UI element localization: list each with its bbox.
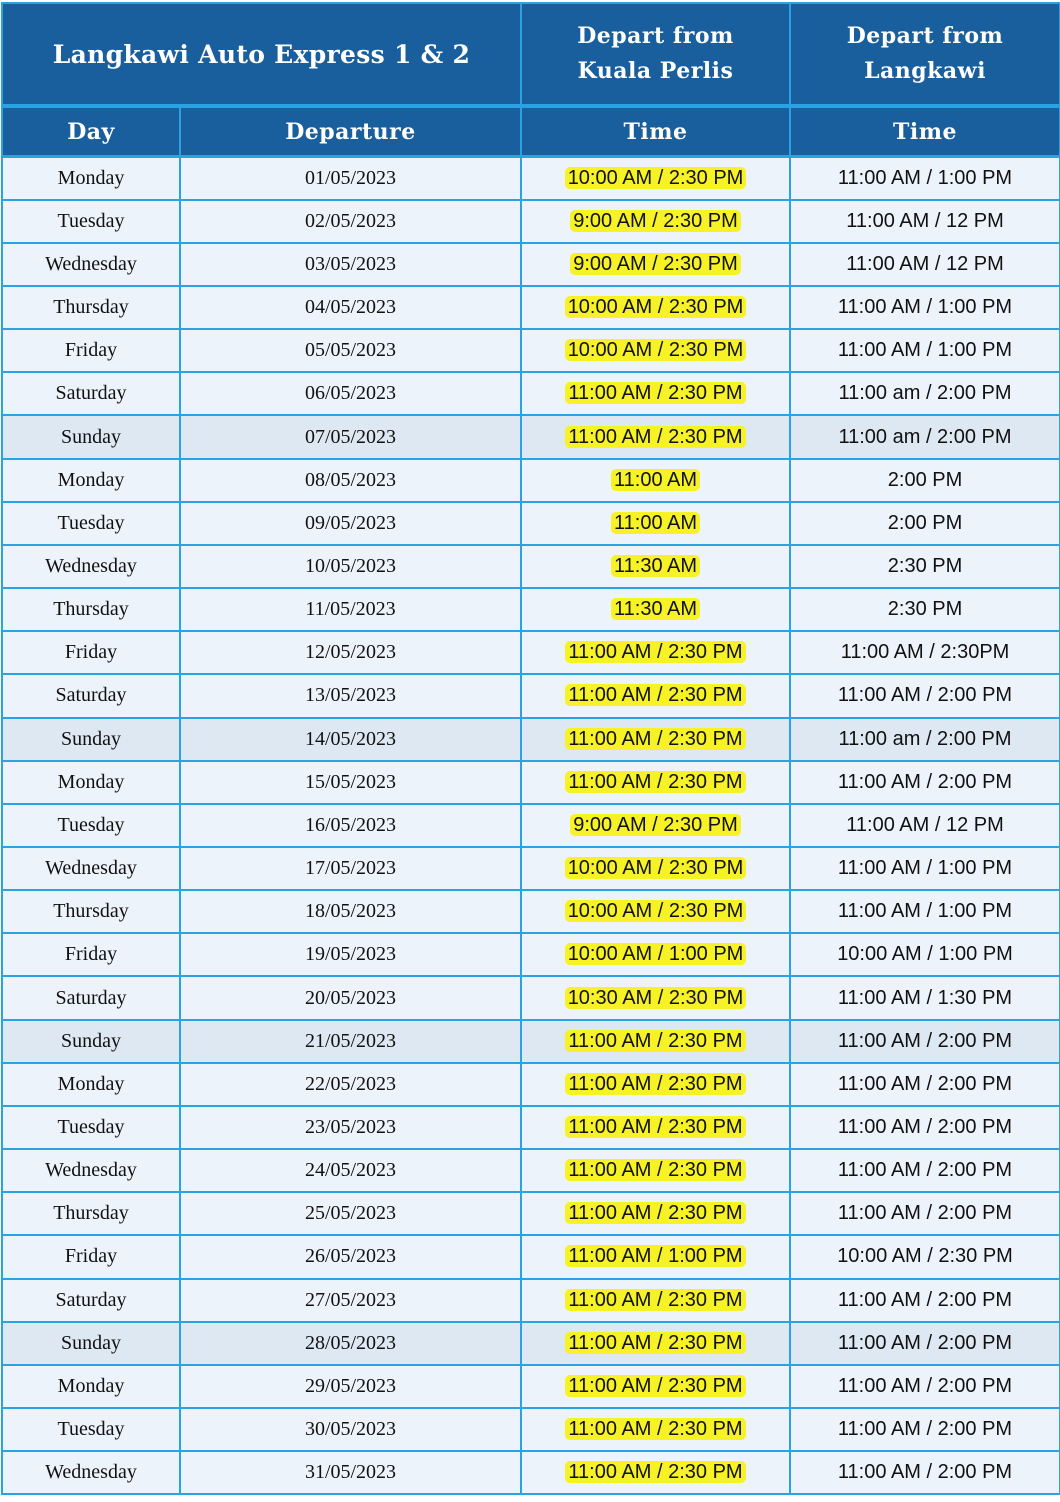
time-langkawi-cell-text: 11:00 AM / 2:30PM (840, 641, 1010, 664)
departure-date-cell (180, 415, 521, 458)
highlighted-time-text: 10:00 AM / 2:30 PM (565, 167, 747, 189)
time-langkawi-cell-text: 11:00 AM / 12 PM (846, 813, 1004, 836)
departure-date-cell (180, 1063, 521, 1106)
table-row (2, 1279, 1060, 1322)
time-kuala-perlis-cell (521, 718, 790, 761)
day-cell (2, 459, 180, 502)
day-cell (2, 588, 180, 631)
departure-date-cell-text: 14/05/2023 (304, 727, 397, 750)
departure-date-cell (180, 329, 521, 372)
day-cell-text: Monday (57, 166, 125, 189)
time-langkawi-cell (790, 1322, 1060, 1365)
highlighted-time-text: 10:30 AM / 2:30 PM (565, 987, 747, 1009)
table-row (2, 1106, 1060, 1149)
highlighted-time-text: 11:00 AM / 2:30 PM (565, 684, 745, 706)
departure-date-cell-text: 12/05/2023 (304, 641, 397, 664)
time-kuala-perlis-cell (521, 1365, 790, 1408)
highlighted-time-text: 11:00 AM / 2:30 PM (565, 1073, 745, 1095)
day-cell-text: Wednesday (45, 1159, 137, 1182)
departure-date-cell (180, 1322, 521, 1365)
time-langkawi-cell (790, 804, 1060, 847)
departure-date-cell (180, 286, 521, 329)
highlighted-time-text: 11:00 AM / 2:30 PM (565, 1159, 745, 1181)
departure-date-cell-text: 16/05/2023 (304, 813, 397, 836)
time-langkawi-cell (790, 1408, 1060, 1451)
table-row (2, 631, 1060, 674)
time-kuala-perlis-cell (521, 674, 790, 717)
time-kuala-perlis-cell (521, 329, 790, 372)
highlighted-time-text: 10:00 AM / 2:30 PM (565, 296, 747, 318)
departure-date-cell (180, 200, 521, 243)
day-cell (2, 847, 180, 890)
time-langkawi-cell (790, 847, 1060, 890)
time-kuala-perlis-cell (521, 1451, 790, 1494)
departure-date-cell (180, 502, 521, 545)
day-cell-text: Friday (64, 641, 118, 664)
time-langkawi-cell (790, 545, 1060, 588)
col-header-departure: Departure (180, 106, 521, 157)
day-cell-text: Tuesday (57, 209, 125, 232)
departure-date-cell-text: 30/05/2023 (304, 1418, 397, 1441)
table-row (2, 157, 1060, 200)
highlighted-time-text: 11:00 AM / 2:30 PM (565, 1461, 745, 1483)
time-langkawi-cell (790, 200, 1060, 243)
day-cell-text: Tuesday (57, 511, 125, 534)
time-langkawi-cell-text: 11:00 AM / 2:00 PM (837, 1331, 1013, 1354)
time-langkawi-cell (790, 502, 1060, 545)
time-langkawi-cell-text: 11:00 AM / 2:00 PM (837, 1288, 1013, 1311)
highlighted-time-text: 11:00 AM / 2:30 PM (565, 1289, 745, 1311)
time-langkawi-cell-text: 11:00 AM / 2:00 PM (837, 1029, 1013, 1052)
day-cell-text: Tuesday (57, 1418, 125, 1441)
highlighted-time-text: 11:00 AM / 2:30 PM (565, 1418, 745, 1440)
departure-date-cell (180, 1192, 521, 1235)
time-langkawi-cell-text: 11:00 AM / 2:00 PM (837, 684, 1013, 707)
highlighted-time-text: 11:00 AM / 2:30 PM (565, 641, 745, 663)
day-cell (2, 1279, 180, 1322)
time-langkawi-cell (790, 1063, 1060, 1106)
departure-date-cell (180, 1451, 521, 1494)
departure-date-cell (180, 890, 521, 933)
departure-date-cell-text: 17/05/2023 (304, 857, 397, 880)
departure-date-cell-text: 09/05/2023 (304, 511, 397, 534)
departure-date-cell (180, 243, 521, 286)
title-row (2, 3, 1060, 106)
highlighted-time-text: 11:00 AM (611, 469, 700, 491)
time-langkawi-cell (790, 631, 1060, 674)
time-langkawi-cell (790, 1192, 1060, 1235)
table-row (2, 372, 1060, 415)
time-langkawi-cell-text: 11:00 AM / 2:00 PM (837, 770, 1013, 793)
departure-date-cell (180, 718, 521, 761)
day-cell-text: Wednesday (45, 857, 137, 880)
time-kuala-perlis-cell (521, 545, 790, 588)
time-langkawi-cell-text: 11:00 am / 2:00 PM (838, 425, 1012, 448)
departure-date-cell (180, 804, 521, 847)
time-langkawi-cell-text: 11:00 am / 2:00 PM (838, 727, 1012, 750)
departure-date-cell-text: 08/05/2023 (304, 468, 397, 491)
time-langkawi-cell (790, 588, 1060, 631)
time-kuala-perlis-cell (521, 890, 790, 933)
header-depart-langkawi (790, 3, 1060, 106)
day-cell (2, 1192, 180, 1235)
time-langkawi-cell (790, 459, 1060, 502)
day-cell (2, 372, 180, 415)
day-cell (2, 502, 180, 545)
table-row (2, 459, 1060, 502)
highlighted-time-text: 9:00 AM / 2:30 PM (570, 814, 741, 836)
day-cell-text: Sunday (61, 1331, 121, 1354)
departure-date-cell-text: 15/05/2023 (304, 770, 397, 793)
time-langkawi-cell (790, 1149, 1060, 1192)
day-cell (2, 329, 180, 372)
time-langkawi-cell (790, 1106, 1060, 1149)
departure-date-cell-text: 28/05/2023 (304, 1331, 397, 1354)
day-cell-text: Sunday (61, 1029, 121, 1052)
time-langkawi-cell-text: 11:00 AM / 12 PM (846, 252, 1004, 275)
time-langkawi-cell-text: 10:00 AM / 1:00 PM (837, 943, 1013, 966)
header-depart-kuala-perlis (521, 3, 790, 106)
table-row (2, 588, 1060, 631)
time-kuala-perlis-cell (521, 761, 790, 804)
day-cell (2, 718, 180, 761)
departure-date-cell-text: 06/05/2023 (304, 382, 397, 405)
departure-date-cell-text: 21/05/2023 (304, 1029, 397, 1052)
table-row (2, 200, 1060, 243)
highlighted-time-text: 11:00 AM / 2:30 PM (565, 1030, 745, 1052)
time-langkawi-cell (790, 761, 1060, 804)
day-cell (2, 976, 180, 1019)
departure-date-cell (180, 545, 521, 588)
departure-date-cell-text: 04/05/2023 (304, 296, 397, 319)
day-cell (2, 1020, 180, 1063)
table-row (2, 1063, 1060, 1106)
time-langkawi-cell (790, 1365, 1060, 1408)
day-cell (2, 545, 180, 588)
departure-date-cell-text: 23/05/2023 (304, 1116, 397, 1139)
time-langkawi-cell-text: 11:00 AM / 1:00 PM (837, 900, 1013, 923)
table-row (2, 1235, 1060, 1278)
day-cell-text: Sunday (61, 727, 121, 750)
table-row (2, 1451, 1060, 1494)
time-langkawi-cell (790, 1020, 1060, 1063)
day-cell-text: Monday (57, 1374, 125, 1397)
highlighted-time-text: 11:30 AM (611, 555, 700, 577)
table-row (2, 243, 1060, 286)
time-langkawi-cell-text: 2:00 PM (887, 511, 963, 534)
departure-date-cell (180, 1279, 521, 1322)
time-langkawi-cell-text: 11:00 AM / 1:00 PM (837, 339, 1013, 362)
highlighted-time-text: 10:00 AM / 2:30 PM (565, 339, 747, 361)
departure-date-cell (180, 847, 521, 890)
time-kuala-perlis-cell (521, 200, 790, 243)
table-row (2, 1149, 1060, 1192)
table-title: Langkawi Auto Express 1 & 2 (2, 3, 521, 106)
column-header-row (2, 106, 1060, 157)
table-row (2, 1408, 1060, 1451)
highlighted-time-text: 11:00 AM / 2:30 PM (565, 426, 745, 448)
time-langkawi-cell (790, 718, 1060, 761)
highlighted-time-text: 11:00 AM / 2:30 PM (565, 1375, 745, 1397)
table-row (2, 890, 1060, 933)
departure-date-cell-text: 03/05/2023 (304, 252, 397, 275)
highlighted-time-text: 11:00 AM / 1:00 PM (565, 1245, 745, 1267)
time-langkawi-cell-text: 2:30 PM (887, 598, 963, 621)
time-langkawi-cell-text: 11:00 AM / 2:00 PM (837, 1374, 1013, 1397)
time-langkawi-cell-text: 2:30 PM (887, 554, 963, 577)
departure-date-cell-text: 13/05/2023 (304, 684, 397, 707)
highlighted-time-text: 11:00 AM / 2:30 PM (565, 728, 745, 750)
time-langkawi-cell (790, 674, 1060, 717)
highlighted-time-text: 11:00 AM (611, 512, 700, 534)
time-kuala-perlis-cell (521, 588, 790, 631)
time-kuala-perlis-cell (521, 1149, 790, 1192)
highlighted-time-text: 11:00 AM / 2:30 PM (565, 1202, 745, 1224)
time-langkawi-cell-text: 11:00 AM / 1:00 PM (837, 166, 1013, 189)
highlighted-time-text: 11:00 AM / 2:30 PM (565, 1116, 745, 1138)
time-langkawi-cell-text: 11:00 AM / 1:00 PM (837, 857, 1013, 880)
day-cell (2, 243, 180, 286)
table-row (2, 415, 1060, 458)
departure-date-cell (180, 588, 521, 631)
departure-date-cell (180, 631, 521, 674)
time-kuala-perlis-cell (521, 1063, 790, 1106)
time-langkawi-cell (790, 933, 1060, 976)
time-langkawi-cell (790, 1451, 1060, 1494)
header-depart-lk-line2: Langkawi (864, 58, 986, 84)
departure-date-cell (180, 372, 521, 415)
table-row (2, 1322, 1060, 1365)
time-langkawi-cell-text: 2:00 PM (887, 468, 963, 491)
time-langkawi-cell-text: 11:00 AM / 12 PM (846, 209, 1004, 232)
time-langkawi-cell-text: 11:00 AM / 2:00 PM (837, 1116, 1013, 1139)
departure-date-cell (180, 761, 521, 804)
departure-date-cell-text: 25/05/2023 (304, 1202, 397, 1225)
table-row (2, 329, 1060, 372)
day-cell (2, 1451, 180, 1494)
time-kuala-perlis-cell (521, 1020, 790, 1063)
departure-date-cell-text: 26/05/2023 (304, 1245, 397, 1268)
header-depart-kp-line2: Kuala Perlis (577, 58, 734, 84)
table-row (2, 1365, 1060, 1408)
departure-date-cell-text: 31/05/2023 (304, 1461, 397, 1484)
table-row (2, 847, 1060, 890)
table-row (2, 804, 1060, 847)
time-langkawi-cell-text: 11:00 AM / 2:00 PM (837, 1461, 1013, 1484)
col-header-time-kuala-perlis: Time (521, 106, 790, 157)
day-cell-text: Friday (64, 1245, 118, 1268)
day-cell (2, 890, 180, 933)
time-kuala-perlis-cell (521, 286, 790, 329)
time-kuala-perlis-cell (521, 459, 790, 502)
time-kuala-perlis-cell (521, 502, 790, 545)
time-kuala-perlis-cell (521, 804, 790, 847)
time-kuala-perlis-cell (521, 1235, 790, 1278)
ferry-schedule-table (1, 2, 1060, 1495)
day-cell-text: Tuesday (57, 813, 125, 836)
departure-date-cell (180, 459, 521, 502)
day-cell (2, 1106, 180, 1149)
time-langkawi-cell (790, 415, 1060, 458)
table-row (2, 502, 1060, 545)
time-langkawi-cell (790, 890, 1060, 933)
time-langkawi-cell-text: 10:00 AM / 2:30 PM (837, 1245, 1013, 1268)
departure-date-cell-text: 22/05/2023 (304, 1072, 397, 1095)
departure-date-cell (180, 1408, 521, 1451)
time-kuala-perlis-cell (521, 415, 790, 458)
departure-date-cell-text: 20/05/2023 (304, 986, 397, 1009)
day-cell-text: Sunday (61, 425, 121, 448)
time-langkawi-cell (790, 157, 1060, 200)
time-langkawi-cell-text: 11:00 AM / 2:00 PM (837, 1159, 1013, 1182)
day-cell (2, 1322, 180, 1365)
time-langkawi-cell (790, 1279, 1060, 1322)
departure-date-cell-text: 07/05/2023 (304, 425, 397, 448)
table-row (2, 761, 1060, 804)
departure-date-cell-text: 29/05/2023 (304, 1374, 397, 1397)
day-cell-text: Thursday (53, 900, 129, 923)
highlighted-time-text: 11:00 AM / 2:30 PM (565, 1332, 745, 1354)
day-cell-text: Saturday (55, 382, 127, 405)
highlighted-time-text: 10:00 AM / 2:30 PM (565, 857, 747, 879)
departure-date-cell-text: 18/05/2023 (304, 900, 397, 923)
day-cell-text: Saturday (55, 986, 127, 1009)
day-cell (2, 631, 180, 674)
day-cell-text: Tuesday (57, 1116, 125, 1139)
departure-date-cell (180, 1106, 521, 1149)
time-kuala-perlis-cell (521, 1408, 790, 1451)
time-kuala-perlis-cell (521, 1279, 790, 1322)
time-kuala-perlis-cell (521, 1106, 790, 1149)
day-cell-text: Wednesday (45, 252, 137, 275)
highlighted-time-text: 9:00 AM / 2:30 PM (570, 253, 741, 275)
time-kuala-perlis-cell (521, 976, 790, 1019)
day-cell (2, 1149, 180, 1192)
day-cell (2, 804, 180, 847)
day-cell-text: Thursday (53, 296, 129, 319)
time-langkawi-cell-text: 11:00 AM / 2:00 PM (837, 1418, 1013, 1441)
time-langkawi-cell (790, 372, 1060, 415)
day-cell-text: Thursday (53, 598, 129, 621)
table-row (2, 286, 1060, 329)
departure-date-cell-text: 11/05/2023 (305, 598, 396, 621)
time-langkawi-cell (790, 243, 1060, 286)
day-cell (2, 761, 180, 804)
header-depart-lk-line1: Depart from (846, 23, 1004, 49)
time-kuala-perlis-cell (521, 157, 790, 200)
departure-date-cell-text: 02/05/2023 (304, 209, 397, 232)
table-row (2, 674, 1060, 717)
highlighted-time-text: 10:00 AM / 2:30 PM (565, 900, 747, 922)
departure-date-cell-text: 27/05/2023 (304, 1288, 397, 1311)
time-langkawi-cell-text: 11:00 AM / 1:00 PM (837, 296, 1013, 319)
departure-date-cell-text: 10/05/2023 (304, 554, 397, 577)
departure-date-cell-text: 24/05/2023 (304, 1159, 397, 1182)
departure-date-cell-text: 05/05/2023 (304, 339, 397, 362)
day-cell (2, 200, 180, 243)
time-kuala-perlis-cell (521, 933, 790, 976)
time-langkawi-cell (790, 329, 1060, 372)
day-cell (2, 157, 180, 200)
time-kuala-perlis-cell (521, 631, 790, 674)
time-langkawi-cell-text: 11:00 AM / 1:30 PM (837, 986, 1013, 1009)
day-cell (2, 286, 180, 329)
day-cell-text: Saturday (55, 1288, 127, 1311)
day-cell (2, 1408, 180, 1451)
day-cell-text: Monday (57, 1072, 125, 1095)
departure-date-cell (180, 1149, 521, 1192)
table-row (2, 718, 1060, 761)
time-kuala-perlis-cell (521, 1322, 790, 1365)
table-row (2, 933, 1060, 976)
time-kuala-perlis-cell (521, 243, 790, 286)
day-cell-text: Monday (57, 468, 125, 491)
col-header-day: Day (2, 106, 180, 157)
day-cell (2, 1235, 180, 1278)
departure-date-cell (180, 1365, 521, 1408)
day-cell-text: Friday (64, 339, 118, 362)
departure-date-cell-text: 19/05/2023 (304, 943, 397, 966)
time-langkawi-cell (790, 976, 1060, 1019)
schedule-body (2, 157, 1060, 1495)
table-row (2, 1020, 1060, 1063)
table-row (2, 545, 1060, 588)
time-kuala-perlis-cell (521, 1192, 790, 1235)
table-row (2, 1192, 1060, 1235)
highlighted-time-text: 11:00 AM / 2:30 PM (565, 771, 745, 793)
departure-date-cell (180, 933, 521, 976)
day-cell-text: Saturday (55, 684, 127, 707)
time-langkawi-cell-text: 11:00 am / 2:00 PM (838, 382, 1012, 405)
highlighted-time-text: 9:00 AM / 2:30 PM (570, 210, 741, 232)
day-cell (2, 1365, 180, 1408)
departure-date-cell (180, 674, 521, 717)
time-langkawi-cell-text: 11:00 AM / 2:00 PM (837, 1202, 1013, 1225)
departure-date-cell (180, 1020, 521, 1063)
departure-date-cell (180, 157, 521, 200)
departure-date-cell-text: 01/05/2023 (304, 166, 397, 189)
header-depart-kp-line1: Depart from (577, 23, 734, 49)
time-langkawi-cell (790, 286, 1060, 329)
departure-date-cell (180, 1235, 521, 1278)
table-row (2, 976, 1060, 1019)
day-cell-text: Friday (64, 943, 118, 966)
day-cell-text: Wednesday (45, 1461, 137, 1484)
day-cell (2, 1063, 180, 1106)
day-cell (2, 933, 180, 976)
departure-date-cell (180, 976, 521, 1019)
time-kuala-perlis-cell (521, 847, 790, 890)
day-cell (2, 674, 180, 717)
time-kuala-perlis-cell (521, 372, 790, 415)
highlighted-time-text: 11:30 AM (611, 598, 700, 620)
highlighted-time-text: 11:00 AM / 2:30 PM (565, 382, 745, 404)
day-cell-text: Monday (57, 770, 125, 793)
highlighted-time-text: 10:00 AM / 1:00 PM (565, 943, 747, 965)
time-langkawi-cell (790, 1235, 1060, 1278)
day-cell-text: Thursday (53, 1202, 129, 1225)
day-cell-text: Wednesday (45, 554, 137, 577)
time-langkawi-cell-text: 11:00 AM / 2:00 PM (837, 1072, 1013, 1095)
col-header-time-langkawi: Time (790, 106, 1060, 157)
day-cell (2, 415, 180, 458)
